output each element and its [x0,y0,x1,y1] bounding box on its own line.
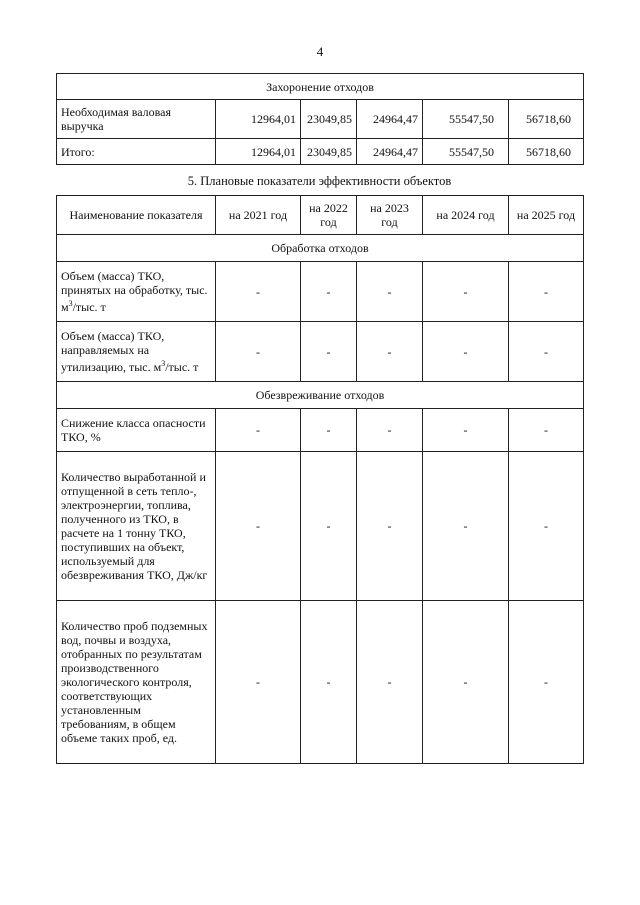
section-row-neutralization [57,382,584,409]
indicator-name: Объем (масса) ТКО, направляемых на утилизацию, тыс. $м^3$/тыс. т [57,322,216,382]
value-cell: 23049,85 [301,139,357,165]
performance-table [56,195,584,764]
header-2021: на 2021 год [216,196,301,235]
dash-cell: - [301,409,357,452]
section-title-neutralization: Обезвреживание отходов [57,382,584,409]
dash-cell: - [509,601,584,764]
dash-cell: - [423,409,509,452]
revenue-table [56,73,584,165]
dash-cell: - [357,601,423,764]
dash-cell: - [216,409,301,452]
value-cell: 55547,50 [423,100,509,139]
header-row [57,196,584,235]
table-row [57,601,584,764]
dash-cell: - [357,322,423,382]
indicator-name: Количество выработанной и отпущенной в сеть тепло-, электроэнергии, топлива, полученного из ТКО, в расчете на 1 тонну ТКО, поступивших на объект, используемый для обезвреживания ТКО, Дж/кг [57,452,216,601]
dash-cell: - [357,409,423,452]
value-cell: 24964,47 [357,100,423,139]
dash-cell: - [509,262,584,322]
value-cell: 23049,85 [301,100,357,139]
dash-cell: - [301,452,357,601]
header-2022: на 2022 год [301,196,357,235]
value-cell: 55547,50 [423,139,509,165]
section-row-processing [57,235,584,262]
dash-cell: - [301,601,357,764]
dash-cell: - [423,322,509,382]
dash-cell: - [357,452,423,601]
header-2025: на 2025 год [509,196,584,235]
value-cell: 56718,60 [509,100,584,139]
dash-cell: - [216,262,301,322]
table-row [57,452,584,601]
dash-cell: - [423,262,509,322]
indicator-name: Снижение класса опасности ТКО, % [57,409,216,452]
table-row [57,409,584,452]
header-indicator: Наименование показателя [57,196,216,235]
row-label-revenue: Необходимая валовая выручка [57,100,216,139]
section-row-disposal [57,74,584,100]
dash-cell: - [301,262,357,322]
value-cell: 12964,01 [216,100,301,139]
page-number: 4 [316,44,324,59]
header-2024: на 2024 год [423,196,509,235]
table-caption: 5. Плановые показатели эффективности объектов [187,174,452,188]
indicator-name: Количество проб подземных вод, почвы и воздуха, отобранных по результатам производственного экологического контроля, соответствующих установленным требованиям, в общем объеме таких проб, ед. [57,601,216,764]
value-cell: 12964,01 [216,139,301,165]
table-row [57,139,584,165]
dash-cell: - [423,452,509,601]
dash-cell: - [509,409,584,452]
dash-cell: - [357,262,423,322]
table-row [57,100,584,139]
dash-cell: - [509,452,584,601]
table-row [57,322,584,382]
dash-cell: - [509,322,584,382]
table-row [57,262,584,322]
header-2023: на 2023 год [357,196,423,235]
dash-cell: - [216,452,301,601]
dash-cell: - [423,601,509,764]
section-title-processing: Обработка отходов [57,235,584,262]
section-title-disposal: Захоронение отходов [57,74,584,100]
row-label-total: Итого: [57,139,216,165]
indicator-name: Объем (масса) ТКО, принятых на обработку, тыс. $м^3$/тыс. т [57,262,216,322]
dash-cell: - [301,322,357,382]
value-cell: 24964,47 [357,139,423,165]
dash-cell: - [216,322,301,382]
dash-cell: - [216,601,301,764]
value-cell: 56718,60 [509,139,584,165]
